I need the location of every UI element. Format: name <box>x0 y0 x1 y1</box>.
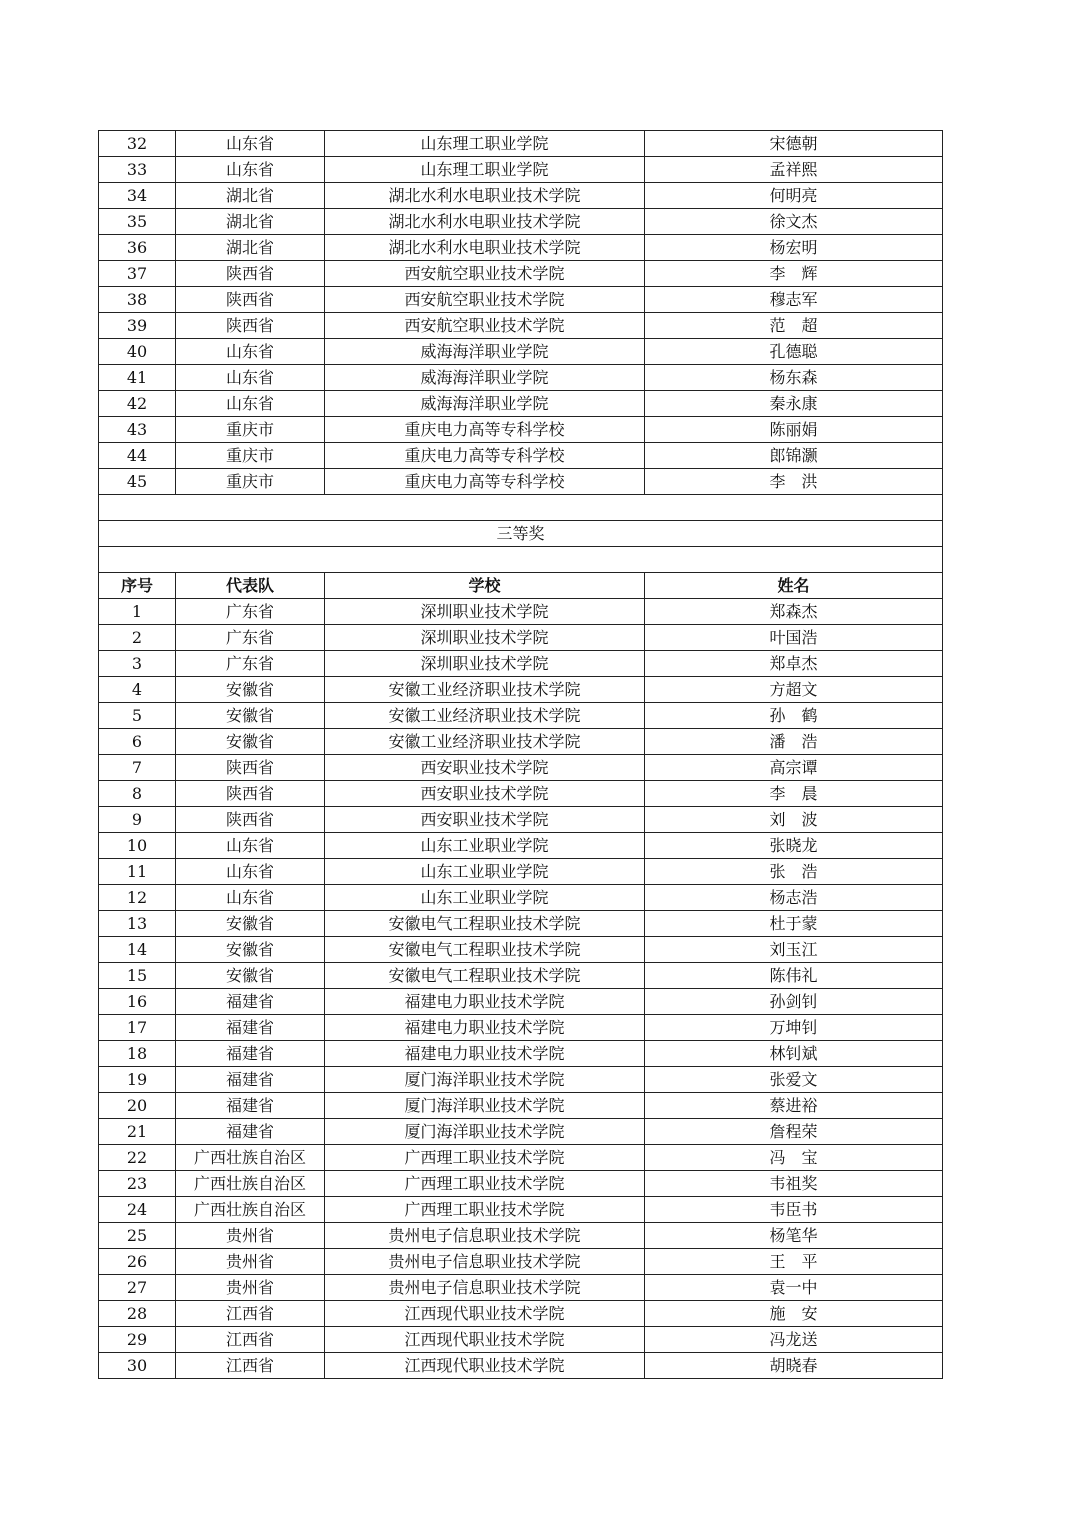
cell-no: 40 <box>99 339 176 365</box>
table-row <box>99 1093 943 1119</box>
table-row <box>99 209 943 235</box>
cell-team: 山东省 <box>176 833 325 859</box>
cell-school: 安徽电气工程职业技术学院 <box>325 911 645 937</box>
table-row <box>99 963 943 989</box>
table-row <box>99 183 943 209</box>
table-row <box>99 859 943 885</box>
cell-no: 29 <box>99 1327 176 1353</box>
cell-no: 10 <box>99 833 176 859</box>
table-row <box>99 989 943 1015</box>
cell-name: 穆志军 <box>645 287 943 313</box>
cell-team: 山东省 <box>176 157 325 183</box>
cell-school: 山东理工职业学院 <box>325 157 645 183</box>
table-row <box>99 729 943 755</box>
cell-school: 重庆电力高等专科学校 <box>325 417 645 443</box>
cell-no: 22 <box>99 1145 176 1171</box>
cell-team: 江西省 <box>176 1301 325 1327</box>
cell-school: 贵州电子信息职业技术学院 <box>325 1275 645 1301</box>
cell-no: 20 <box>99 1093 176 1119</box>
cell-school: 安徽工业经济职业技术学院 <box>325 729 645 755</box>
cell-name: 潘 浩 <box>645 729 943 755</box>
table-row <box>99 391 943 417</box>
cell-school: 威海海洋职业学院 <box>325 365 645 391</box>
blank-row <box>99 495 943 521</box>
cell-team: 湖北省 <box>176 209 325 235</box>
cell-team: 福建省 <box>176 1067 325 1093</box>
cell-no: 12 <box>99 885 176 911</box>
table-row <box>99 287 943 313</box>
table-row <box>99 261 943 287</box>
cell-school: 重庆电力高等专科学校 <box>325 469 645 495</box>
cell-name: 刘玉江 <box>645 937 943 963</box>
cell-no: 39 <box>99 313 176 339</box>
cell-team: 山东省 <box>176 885 325 911</box>
cell-no: 13 <box>99 911 176 937</box>
cell-school: 西安职业技术学院 <box>325 807 645 833</box>
cell-team: 山东省 <box>176 859 325 885</box>
table-row <box>99 833 943 859</box>
cell-name: 杨宏明 <box>645 235 943 261</box>
cell-school: 安徽电气工程职业技术学院 <box>325 963 645 989</box>
table-row <box>99 1067 943 1093</box>
cell-school: 西安航空职业技术学院 <box>325 313 645 339</box>
cell-team: 广东省 <box>176 651 325 677</box>
cell-team: 山东省 <box>176 391 325 417</box>
cell-name: 蔡进裕 <box>645 1093 943 1119</box>
cell-school: 厦门海洋职业技术学院 <box>325 1067 645 1093</box>
cell-team: 江西省 <box>176 1327 325 1353</box>
cell-name: 郎锦灏 <box>645 443 943 469</box>
cell-name: 韦祖奖 <box>645 1171 943 1197</box>
cell-team: 陕西省 <box>176 781 325 807</box>
cell-no: 6 <box>99 729 176 755</box>
header-school: 学校 <box>325 573 645 599</box>
header-team: 代表队 <box>176 573 325 599</box>
cell-name: 秦永康 <box>645 391 943 417</box>
table-row <box>99 1041 943 1067</box>
section-title-row <box>99 521 943 547</box>
cell-name: 孙 鹤 <box>645 703 943 729</box>
cell-name: 李 辉 <box>645 261 943 287</box>
award-table-sheet <box>98 130 942 1379</box>
cell-school: 福建电力职业技术学院 <box>325 1041 645 1067</box>
cell-team: 贵州省 <box>176 1249 325 1275</box>
cell-name: 胡晓春 <box>645 1353 943 1379</box>
table-row <box>99 131 943 157</box>
table-row <box>99 625 943 651</box>
cell-no: 1 <box>99 599 176 625</box>
cell-school: 山东工业职业学院 <box>325 833 645 859</box>
cell-no: 32 <box>99 131 176 157</box>
cell-name: 詹程荣 <box>645 1119 943 1145</box>
cell-name: 郑森杰 <box>645 599 943 625</box>
cell-no: 37 <box>99 261 176 287</box>
cell-team: 重庆市 <box>176 469 325 495</box>
third-prize-rows <box>99 599 943 1379</box>
cell-team: 广西壮族自治区 <box>176 1171 325 1197</box>
table-row <box>99 1197 943 1223</box>
cell-school: 湖北水利水电职业技术学院 <box>325 235 645 261</box>
table-row <box>99 807 943 833</box>
cell-team: 江西省 <box>176 1353 325 1379</box>
cell-team: 山东省 <box>176 339 325 365</box>
table-row <box>99 1223 943 1249</box>
cell-school: 湖北水利水电职业技术学院 <box>325 209 645 235</box>
table-row <box>99 365 943 391</box>
table-row <box>99 599 943 625</box>
table-row <box>99 1249 943 1275</box>
cell-no: 17 <box>99 1015 176 1041</box>
cell-no: 36 <box>99 235 176 261</box>
cell-name: 张晓龙 <box>645 833 943 859</box>
cell-school: 安徽工业经济职业技术学院 <box>325 703 645 729</box>
cell-no: 41 <box>99 365 176 391</box>
table-row <box>99 677 943 703</box>
table-row <box>99 651 943 677</box>
cell-school: 江西现代职业技术学院 <box>325 1353 645 1379</box>
cell-no: 25 <box>99 1223 176 1249</box>
third-prize-header-block <box>99 495 943 599</box>
award-table <box>98 130 943 1379</box>
cell-team: 安徽省 <box>176 963 325 989</box>
cell-no: 7 <box>99 755 176 781</box>
cell-name: 杨志浩 <box>645 885 943 911</box>
cell-team: 安徽省 <box>176 677 325 703</box>
cell-name: 范 超 <box>645 313 943 339</box>
cell-school: 江西现代职业技术学院 <box>325 1301 645 1327</box>
table-row <box>99 1327 943 1353</box>
cell-team: 福建省 <box>176 1093 325 1119</box>
cell-no: 44 <box>99 443 176 469</box>
cell-no: 30 <box>99 1353 176 1379</box>
cell-name: 王 平 <box>645 1249 943 1275</box>
cell-no: 42 <box>99 391 176 417</box>
cell-no: 23 <box>99 1171 176 1197</box>
cell-school: 安徽电气工程职业技术学院 <box>325 937 645 963</box>
section-title: 三等奖 <box>99 521 943 547</box>
cell-school: 西安航空职业技术学院 <box>325 261 645 287</box>
cell-name: 袁一中 <box>645 1275 943 1301</box>
cell-team: 贵州省 <box>176 1223 325 1249</box>
second-prize-rows <box>99 131 943 495</box>
cell-name: 叶国浩 <box>645 625 943 651</box>
cell-team: 山东省 <box>176 131 325 157</box>
table-row <box>99 885 943 911</box>
cell-no: 38 <box>99 287 176 313</box>
cell-team: 广东省 <box>176 599 325 625</box>
cell-school: 厦门海洋职业技术学院 <box>325 1119 645 1145</box>
cell-school: 深圳职业技术学院 <box>325 651 645 677</box>
cell-team: 陕西省 <box>176 313 325 339</box>
blank-row <box>99 547 943 573</box>
table-row <box>99 1145 943 1171</box>
cell-name: 何明亮 <box>645 183 943 209</box>
cell-school: 威海海洋职业学院 <box>325 391 645 417</box>
table-row <box>99 937 943 963</box>
table-row <box>99 469 943 495</box>
cell-school: 威海海洋职业学院 <box>325 339 645 365</box>
cell-name: 孙剑钊 <box>645 989 943 1015</box>
cell-team: 福建省 <box>176 1119 325 1145</box>
table-row <box>99 755 943 781</box>
cell-no: 26 <box>99 1249 176 1275</box>
cell-team: 山东省 <box>176 365 325 391</box>
table-row <box>99 235 943 261</box>
cell-school: 福建电力职业技术学院 <box>325 989 645 1015</box>
table-row <box>99 703 943 729</box>
cell-school: 广西理工职业技术学院 <box>325 1145 645 1171</box>
cell-school: 福建电力职业技术学院 <box>325 1015 645 1041</box>
cell-no: 33 <box>99 157 176 183</box>
table-row <box>99 1015 943 1041</box>
cell-no: 28 <box>99 1301 176 1327</box>
header-name: 姓名 <box>645 573 943 599</box>
cell-name: 施 安 <box>645 1301 943 1327</box>
cell-team: 福建省 <box>176 1041 325 1067</box>
cell-no: 45 <box>99 469 176 495</box>
cell-no: 24 <box>99 1197 176 1223</box>
cell-name: 孔德聪 <box>645 339 943 365</box>
cell-school: 深圳职业技术学院 <box>325 625 645 651</box>
cell-team: 安徽省 <box>176 937 325 963</box>
table-row <box>99 339 943 365</box>
cell-team: 湖北省 <box>176 235 325 261</box>
cell-no: 8 <box>99 781 176 807</box>
table-row <box>99 443 943 469</box>
cell-name: 高宗谭 <box>645 755 943 781</box>
table-row <box>99 313 943 339</box>
cell-name: 孟祥熙 <box>645 157 943 183</box>
cell-name: 万坤钊 <box>645 1015 943 1041</box>
cell-no: 35 <box>99 209 176 235</box>
cell-school: 深圳职业技术学院 <box>325 599 645 625</box>
cell-team: 重庆市 <box>176 443 325 469</box>
cell-school: 湖北水利水电职业技术学院 <box>325 183 645 209</box>
cell-team: 陕西省 <box>176 261 325 287</box>
table-row <box>99 1119 943 1145</box>
cell-no: 21 <box>99 1119 176 1145</box>
cell-name: 林钊斌 <box>645 1041 943 1067</box>
cell-no: 34 <box>99 183 176 209</box>
cell-team: 广东省 <box>176 625 325 651</box>
cell-team: 安徽省 <box>176 703 325 729</box>
table-row <box>99 781 943 807</box>
cell-school: 贵州电子信息职业技术学院 <box>325 1249 645 1275</box>
cell-team: 福建省 <box>176 1015 325 1041</box>
cell-name: 李 晨 <box>645 781 943 807</box>
cell-school: 山东工业职业学院 <box>325 859 645 885</box>
cell-school: 广西理工职业技术学院 <box>325 1197 645 1223</box>
cell-team: 广西壮族自治区 <box>176 1197 325 1223</box>
table-row <box>99 1301 943 1327</box>
table-row <box>99 911 943 937</box>
cell-no: 15 <box>99 963 176 989</box>
cell-name: 张爱文 <box>645 1067 943 1093</box>
cell-no: 16 <box>99 989 176 1015</box>
cell-no: 19 <box>99 1067 176 1093</box>
cell-name: 冯 宝 <box>645 1145 943 1171</box>
cell-no: 4 <box>99 677 176 703</box>
cell-team: 安徽省 <box>176 729 325 755</box>
cell-school: 西安职业技术学院 <box>325 781 645 807</box>
cell-name: 张 浩 <box>645 859 943 885</box>
cell-no: 9 <box>99 807 176 833</box>
cell-name: 郑卓杰 <box>645 651 943 677</box>
cell-team: 陕西省 <box>176 755 325 781</box>
cell-no: 11 <box>99 859 176 885</box>
column-header-row <box>99 573 943 599</box>
cell-no: 27 <box>99 1275 176 1301</box>
cell-team: 福建省 <box>176 989 325 1015</box>
cell-no: 43 <box>99 417 176 443</box>
cell-name: 杨笔华 <box>645 1223 943 1249</box>
cell-school: 西安职业技术学院 <box>325 755 645 781</box>
table-row <box>99 1353 943 1379</box>
cell-no: 18 <box>99 1041 176 1067</box>
cell-name: 宋德朝 <box>645 131 943 157</box>
cell-school: 山东工业职业学院 <box>325 885 645 911</box>
cell-no: 5 <box>99 703 176 729</box>
cell-no: 14 <box>99 937 176 963</box>
cell-name: 杜于蒙 <box>645 911 943 937</box>
cell-school: 江西现代职业技术学院 <box>325 1327 645 1353</box>
cell-team: 重庆市 <box>176 417 325 443</box>
cell-school: 广西理工职业技术学院 <box>325 1171 645 1197</box>
cell-school: 安徽工业经济职业技术学院 <box>325 677 645 703</box>
cell-name: 韦臣书 <box>645 1197 943 1223</box>
cell-school: 重庆电力高等专科学校 <box>325 443 645 469</box>
cell-school: 西安航空职业技术学院 <box>325 287 645 313</box>
cell-team: 陕西省 <box>176 287 325 313</box>
cell-school: 山东理工职业学院 <box>325 131 645 157</box>
cell-name: 李 洪 <box>645 469 943 495</box>
table-row <box>99 1275 943 1301</box>
cell-team: 湖北省 <box>176 183 325 209</box>
table-row <box>99 1171 943 1197</box>
cell-no: 3 <box>99 651 176 677</box>
table-row <box>99 157 943 183</box>
cell-school: 贵州电子信息职业技术学院 <box>325 1223 645 1249</box>
table-row <box>99 417 943 443</box>
cell-name: 方超文 <box>645 677 943 703</box>
cell-name: 冯龙送 <box>645 1327 943 1353</box>
cell-name: 刘 波 <box>645 807 943 833</box>
cell-team: 广西壮族自治区 <box>176 1145 325 1171</box>
cell-name: 陈伟礼 <box>645 963 943 989</box>
cell-team: 贵州省 <box>176 1275 325 1301</box>
cell-no: 2 <box>99 625 176 651</box>
cell-name: 陈丽娟 <box>645 417 943 443</box>
cell-team: 陕西省 <box>176 807 325 833</box>
cell-name: 杨东森 <box>645 365 943 391</box>
cell-name: 徐文杰 <box>645 209 943 235</box>
cell-team: 安徽省 <box>176 911 325 937</box>
cell-school: 厦门海洋职业技术学院 <box>325 1093 645 1119</box>
header-no: 序号 <box>99 573 176 599</box>
